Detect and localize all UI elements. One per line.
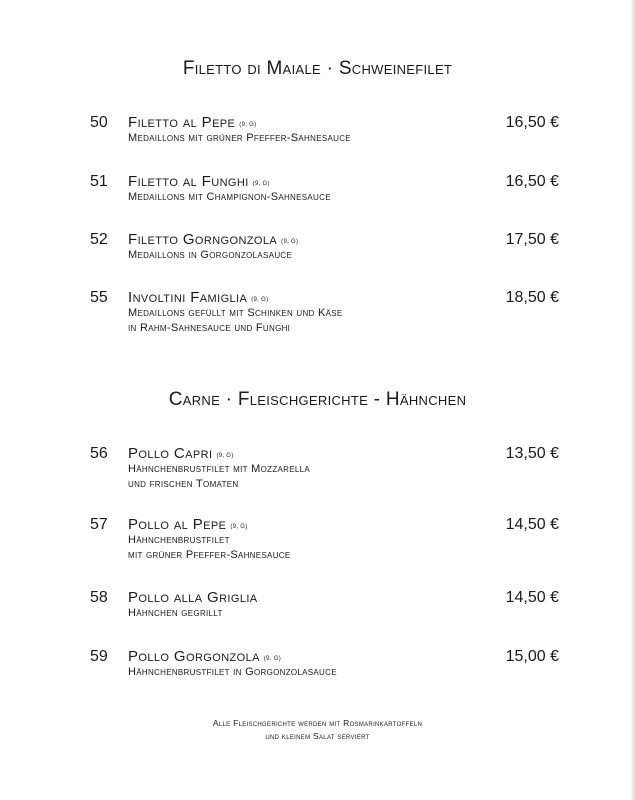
footnote: [0, 717, 635, 743]
item-description-line: mit grüner Pfeffer-Sahnesauce: [128, 549, 291, 561]
item-name: Pollo Gorgonzola: [128, 648, 260, 665]
item-name-wrap: [128, 173, 270, 190]
item-description: [128, 190, 508, 205]
item-price: 15,00 €: [505, 648, 559, 665]
item-description-line: in Rahm-Sahnesauce und Funghi: [128, 322, 291, 334]
item-allergen: (9, G): [251, 297, 269, 303]
item-name-wrap: [128, 445, 234, 462]
item-description-line: Hähnchen gegrillt: [128, 607, 223, 619]
item-description: [128, 306, 508, 336]
item-allergen: (9, G): [216, 453, 234, 459]
item-name: Filetto al Pepe: [128, 114, 236, 131]
item-description-line: und frischen Tomaten: [128, 478, 239, 490]
item-description-line: Hähnchenbrustfilet mit Mozzarella: [128, 463, 311, 475]
item-name-wrap: [128, 516, 248, 533]
item-number: 50: [90, 114, 108, 131]
item-allergen: (9, G): [252, 181, 270, 187]
item-allergen: (9, G): [263, 656, 282, 662]
item-description: [128, 462, 508, 492]
item-allergen: (9, G): [281, 239, 299, 245]
item-description: [128, 606, 508, 621]
item-name-wrap: [128, 289, 268, 306]
item-description-line: Medaillons gefüllt mit Schinken und Käse: [128, 307, 343, 319]
item-description-line: Medaillons mit grüner Pfeffer-Sahnesauce: [128, 132, 351, 144]
item-number: 52: [90, 231, 108, 248]
item-price: 17,50 €: [505, 231, 559, 248]
item-number: 59: [90, 648, 108, 665]
item-allergen: (9, G): [239, 122, 257, 128]
item-number: 58: [90, 589, 108, 606]
item-number: 51: [90, 173, 108, 190]
item-name-wrap: [128, 589, 262, 606]
item-description: [128, 131, 508, 146]
item-price: 18,50 €: [505, 289, 559, 306]
item-price: 16,50 €: [505, 114, 559, 131]
item-name: Filetto Gorngonzola: [128, 231, 278, 248]
footnote-line: Alle Fleischgerichte werden mit Rosmarinkartoffeln: [212, 718, 423, 728]
item-description-line: Hähnchenbrustfilet in Gorgonzolasauce: [128, 666, 337, 678]
footnote-line: und kleinem Salat serviert: [265, 731, 370, 741]
item-name: Pollo alla Griglia: [128, 589, 258, 606]
item-price: 14,50 €: [505, 516, 559, 533]
item-name-wrap: [128, 114, 256, 131]
item-name: Pollo al Pepe: [128, 516, 227, 533]
item-price: 14,50 €: [505, 589, 559, 606]
item-name-wrap: [128, 231, 298, 248]
item-name: Filetto al Funghi: [128, 173, 249, 190]
section-title-haehnchen: Carne · Fleischgerichte - Hähnchen: [168, 389, 467, 410]
item-name-wrap: [128, 648, 281, 665]
item-price: 13,50 €: [505, 445, 559, 462]
item-description-line: Medaillons mit Champignon-Sahnesauce: [128, 191, 331, 203]
item-number: 55: [90, 289, 108, 306]
item-description-line: Hähnchenbrustfilet: [128, 534, 230, 546]
item-name: Involtini Famiglia: [128, 289, 248, 306]
item-description-line: Medaillons in Gorgonzolasauce: [128, 249, 293, 261]
section-title-schweinefilet: Filetto di Maiale · Schweinefilet: [182, 58, 453, 79]
item-description: [128, 533, 508, 563]
item-number: 57: [90, 516, 108, 533]
item-description: [128, 248, 508, 263]
item-allergen: (9, G): [230, 524, 248, 530]
item-price: 16,50 €: [505, 173, 559, 190]
item-number: 56: [90, 445, 108, 462]
item-description: [128, 665, 508, 680]
item-name: Pollo Capri: [128, 445, 213, 462]
